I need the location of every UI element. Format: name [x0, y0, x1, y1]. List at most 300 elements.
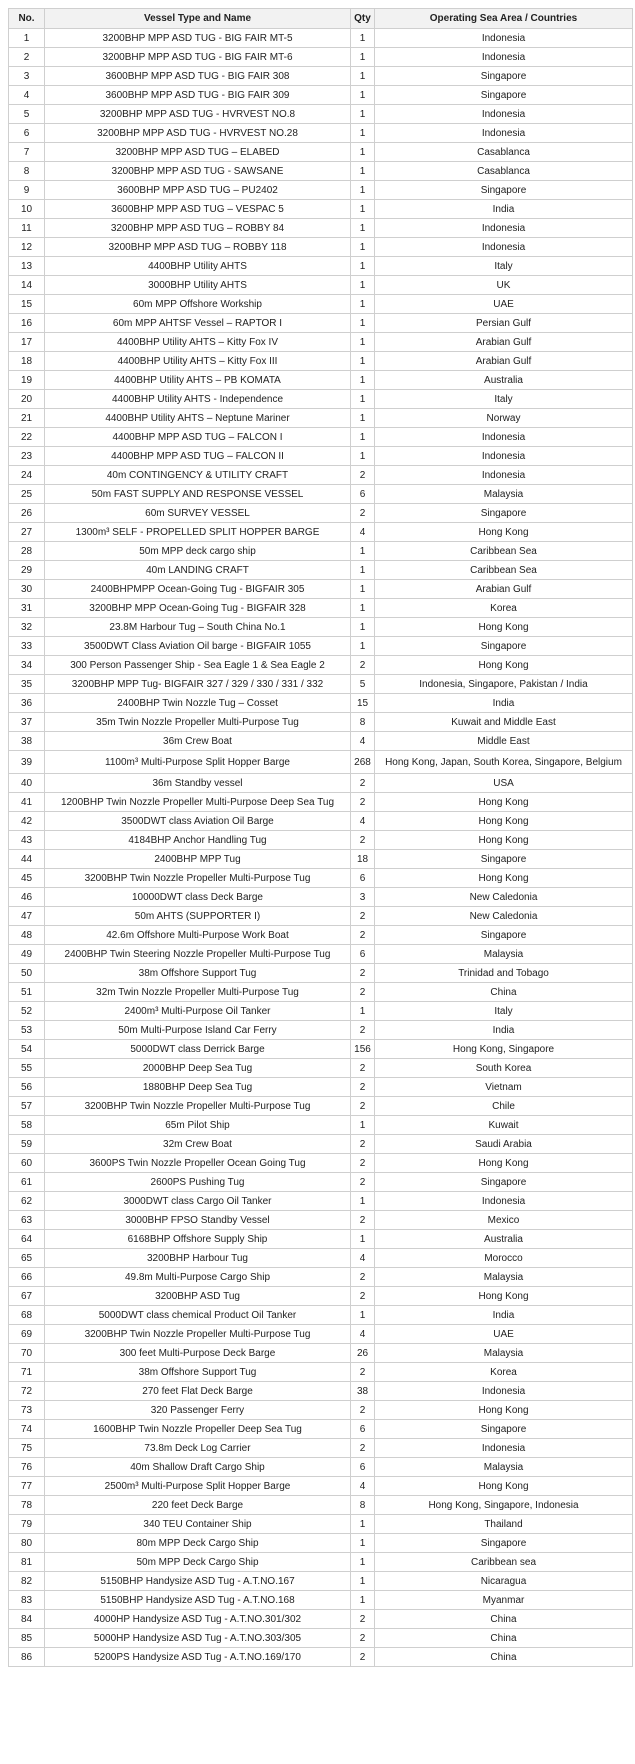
cell-vessel: 2500m³ Multi-Purpose Split Hopper Barge	[45, 1477, 351, 1496]
cell-qty: 1	[351, 1534, 375, 1553]
cell-area: Indonesia	[375, 1192, 633, 1211]
cell-vessel: 3000BHP Utility AHTS	[45, 276, 351, 295]
cell-vessel: 36m Crew Boat	[45, 732, 351, 751]
table-row	[9, 1572, 633, 1591]
cell-qty: 1	[351, 1116, 375, 1135]
cell-no: 21	[9, 409, 45, 428]
cell-area: Singapore	[375, 637, 633, 656]
cell-area: Hong Kong	[375, 1154, 633, 1173]
cell-qty: 1	[351, 1515, 375, 1534]
header-no: No.	[9, 9, 45, 29]
cell-vessel: 3200BHP Twin Nozzle Propeller Multi-Purpose Tug	[45, 1097, 351, 1116]
cell-qty: 2	[351, 656, 375, 675]
cell-qty: 6	[351, 945, 375, 964]
table-row	[9, 428, 633, 447]
cell-no: 14	[9, 276, 45, 295]
cell-area: China	[375, 1629, 633, 1648]
cell-area: Hong Kong	[375, 793, 633, 812]
header-row	[9, 9, 633, 29]
cell-area: Arabian Gulf	[375, 580, 633, 599]
table-row	[9, 1553, 633, 1572]
cell-no: 20	[9, 390, 45, 409]
cell-no: 67	[9, 1287, 45, 1306]
cell-area: Caribbean Sea	[375, 542, 633, 561]
table-row	[9, 257, 633, 276]
cell-area: Hong Kong	[375, 656, 633, 675]
cell-area: Hong Kong	[375, 1287, 633, 1306]
cell-qty: 1	[351, 428, 375, 447]
cell-no: 24	[9, 466, 45, 485]
cell-area: Hong Kong	[375, 1401, 633, 1420]
table-row	[9, 1268, 633, 1287]
cell-area: Malaysia	[375, 1268, 633, 1287]
table-row	[9, 751, 633, 774]
table-row	[9, 276, 633, 295]
cell-area: Caribbean Sea	[375, 561, 633, 580]
cell-vessel: 50m MPP deck cargo ship	[45, 542, 351, 561]
cell-vessel: 65m Pilot Ship	[45, 1116, 351, 1135]
cell-vessel: 80m MPP Deck Cargo Ship	[45, 1534, 351, 1553]
cell-area: Norway	[375, 409, 633, 428]
cell-area: New Caledonia	[375, 907, 633, 926]
cell-vessel: 3200BHP MPP ASD TUG - HVRVEST NO.28	[45, 124, 351, 143]
cell-area: India	[375, 200, 633, 219]
cell-vessel: 3500DWT Class Aviation Oil barge - BIGFAIR 1055	[45, 637, 351, 656]
cell-qty: 2	[351, 774, 375, 793]
cell-no: 32	[9, 618, 45, 637]
table-row	[9, 793, 633, 812]
cell-vessel: 3200BHP Harbour Tug	[45, 1249, 351, 1268]
table-row	[9, 1534, 633, 1553]
cell-vessel: 2400BHP Twin Steering Nozzle Propeller Multi-Purpose Tug	[45, 945, 351, 964]
cell-qty: 1	[351, 181, 375, 200]
table-row	[9, 1591, 633, 1610]
cell-no: 68	[9, 1306, 45, 1325]
cell-vessel: 35m Twin Nozzle Propeller Multi-Purpose Tug	[45, 713, 351, 732]
cell-vessel: 220 feet Deck Barge	[45, 1496, 351, 1515]
cell-no: 30	[9, 580, 45, 599]
cell-qty: 1	[351, 618, 375, 637]
cell-no: 52	[9, 1002, 45, 1021]
cell-area: Myanmar	[375, 1591, 633, 1610]
table-row	[9, 1173, 633, 1192]
cell-no: 7	[9, 143, 45, 162]
cell-no: 71	[9, 1363, 45, 1382]
cell-area: Malaysia	[375, 1458, 633, 1477]
cell-vessel: 4400BHP Utility AHTS – PB KOMATA	[45, 371, 351, 390]
cell-no: 17	[9, 333, 45, 352]
cell-vessel: 5200PS Handysize ASD Tug - A.T.NO.169/170	[45, 1648, 351, 1667]
cell-area: Persian Gulf	[375, 314, 633, 333]
cell-vessel: 3200BHP MPP ASD TUG – ELABED	[45, 143, 351, 162]
table-row	[9, 983, 633, 1002]
cell-vessel: 5150BHP Handysize ASD Tug - A.T.NO.168	[45, 1591, 351, 1610]
cell-no: 84	[9, 1610, 45, 1629]
table-row	[9, 732, 633, 751]
cell-qty: 2	[351, 466, 375, 485]
table-row	[9, 48, 633, 67]
table-row	[9, 888, 633, 907]
cell-area: Indonesia	[375, 466, 633, 485]
table-row	[9, 86, 633, 105]
cell-qty: 2	[351, 1401, 375, 1420]
cell-area: Indonesia	[375, 124, 633, 143]
cell-vessel: 2000BHP Deep Sea Tug	[45, 1059, 351, 1078]
table-row	[9, 295, 633, 314]
cell-vessel: 300 Person Passenger Ship - Sea Eagle 1 & Sea Eagle 2	[45, 656, 351, 675]
cell-no: 37	[9, 713, 45, 732]
table-row	[9, 1230, 633, 1249]
cell-vessel: 3500DWT class Aviation Oil Barge	[45, 812, 351, 831]
cell-area: Indonesia	[375, 219, 633, 238]
cell-vessel: 4400BHP Utility AHTS	[45, 257, 351, 276]
cell-area: Mexico	[375, 1211, 633, 1230]
cell-no: 64	[9, 1230, 45, 1249]
cell-vessel: 5150BHP Handysize ASD Tug - A.T.NO.167	[45, 1572, 351, 1591]
cell-area: Hong Kong	[375, 523, 633, 542]
cell-no: 54	[9, 1040, 45, 1059]
cell-vessel: 1300m³ SELF - PROPELLED SPLIT HOPPER BARGE	[45, 523, 351, 542]
cell-no: 61	[9, 1173, 45, 1192]
cell-vessel: 40m CONTINGENCY & UTILITY CRAFT	[45, 466, 351, 485]
cell-area: Hong Kong	[375, 618, 633, 637]
cell-area: Malaysia	[375, 485, 633, 504]
cell-no: 34	[9, 656, 45, 675]
table-row	[9, 1325, 633, 1344]
cell-vessel: 2600PS Pushing Tug	[45, 1173, 351, 1192]
cell-qty: 2	[351, 1097, 375, 1116]
cell-qty: 2	[351, 793, 375, 812]
table-row	[9, 907, 633, 926]
cell-no: 40	[9, 774, 45, 793]
cell-qty: 15	[351, 694, 375, 713]
cell-vessel: 3000BHP FPSO Standby Vessel	[45, 1211, 351, 1230]
cell-no: 43	[9, 831, 45, 850]
cell-area: Korea	[375, 1363, 633, 1382]
cell-area: Indonesia	[375, 1439, 633, 1458]
cell-qty: 1	[351, 1591, 375, 1610]
table-row	[9, 713, 633, 732]
cell-area: Singapore	[375, 504, 633, 523]
table-row	[9, 675, 633, 694]
cell-vessel: 3200BHP MPP ASD TUG - BIG FAIR MT-6	[45, 48, 351, 67]
cell-vessel: 3200BHP MPP Tug- BIGFAIR 327 / 329 / 330 / 331 / 332	[45, 675, 351, 694]
table-row	[9, 1211, 633, 1230]
cell-no: 39	[9, 751, 45, 774]
cell-vessel: 4400BHP Utility AHTS - Independence	[45, 390, 351, 409]
cell-area: Singapore	[375, 850, 633, 869]
table-row	[9, 105, 633, 124]
cell-vessel: 300 feet Multi-Purpose Deck Barge	[45, 1344, 351, 1363]
table-row	[9, 1439, 633, 1458]
table-row	[9, 447, 633, 466]
cell-area: Indonesia	[375, 238, 633, 257]
cell-qty: 8	[351, 713, 375, 732]
table-row	[9, 599, 633, 618]
cell-qty: 4	[351, 732, 375, 751]
cell-no: 35	[9, 675, 45, 694]
cell-no: 8	[9, 162, 45, 181]
cell-vessel: 60m SURVEY VESSEL	[45, 504, 351, 523]
cell-no: 15	[9, 295, 45, 314]
cell-area: India	[375, 1306, 633, 1325]
table-row	[9, 694, 633, 713]
table-row	[9, 637, 633, 656]
cell-area: Malaysia	[375, 1344, 633, 1363]
cell-no: 85	[9, 1629, 45, 1648]
cell-vessel: 2400BHP MPP Tug	[45, 850, 351, 869]
cell-vessel: 3600BHP MPP ASD TUG – PU2402	[45, 181, 351, 200]
cell-area: Kuwait and Middle East	[375, 713, 633, 732]
cell-area: Arabian Gulf	[375, 333, 633, 352]
table-row	[9, 1648, 633, 1667]
table-row	[9, 812, 633, 831]
cell-area: China	[375, 983, 633, 1002]
cell-area: Indonesia	[375, 105, 633, 124]
cell-no: 26	[9, 504, 45, 523]
cell-vessel: 3600BHP MPP ASD TUG - BIG FAIR 309	[45, 86, 351, 105]
cell-no: 47	[9, 907, 45, 926]
cell-qty: 1	[351, 295, 375, 314]
cell-no: 44	[9, 850, 45, 869]
cell-vessel: 40m Shallow Draft Cargo Ship	[45, 1458, 351, 1477]
cell-area: Indonesia	[375, 1382, 633, 1401]
cell-no: 56	[9, 1078, 45, 1097]
cell-vessel: 50m AHTS (SUPPORTER I)	[45, 907, 351, 926]
cell-area: Indonesia	[375, 48, 633, 67]
cell-qty: 1	[351, 162, 375, 181]
cell-qty: 1	[351, 238, 375, 257]
cell-no: 50	[9, 964, 45, 983]
cell-vessel: 3200BHP MPP Ocean-Going Tug - BIGFAIR 328	[45, 599, 351, 618]
table-row	[9, 162, 633, 181]
table-row	[9, 238, 633, 257]
cell-area: UAE	[375, 295, 633, 314]
cell-area: Trinidad and Tobago	[375, 964, 633, 983]
cell-area: Singapore	[375, 67, 633, 86]
cell-vessel: 60m MPP AHTSF Vessel – RAPTOR I	[45, 314, 351, 333]
cell-no: 33	[9, 637, 45, 656]
cell-qty: 2	[351, 964, 375, 983]
table-row	[9, 466, 633, 485]
cell-area: Thailand	[375, 1515, 633, 1534]
cell-area: China	[375, 1648, 633, 1667]
cell-no: 51	[9, 983, 45, 1002]
table-row	[9, 831, 633, 850]
table-row	[9, 1287, 633, 1306]
cell-qty: 1	[351, 580, 375, 599]
table-row	[9, 1477, 633, 1496]
cell-qty: 1	[351, 561, 375, 580]
cell-vessel: 4400BHP Utility AHTS – Kitty Fox III	[45, 352, 351, 371]
cell-vessel: 3200BHP Twin Nozzle Propeller Multi-Purpose Tug	[45, 869, 351, 888]
table-row	[9, 1382, 633, 1401]
cell-no: 53	[9, 1021, 45, 1040]
cell-vessel: 340 TEU Container Ship	[45, 1515, 351, 1534]
cell-qty: 1	[351, 105, 375, 124]
table-row	[9, 580, 633, 599]
table-row	[9, 390, 633, 409]
cell-qty: 1	[351, 1230, 375, 1249]
cell-qty: 1	[351, 48, 375, 67]
cell-vessel: 23.8M Harbour Tug – South China No.1	[45, 618, 351, 637]
table-row	[9, 1059, 633, 1078]
cell-vessel: 5000DWT class Derrick Barge	[45, 1040, 351, 1059]
cell-area: Australia	[375, 371, 633, 390]
table-row	[9, 333, 633, 352]
cell-qty: 1	[351, 67, 375, 86]
cell-qty: 1	[351, 314, 375, 333]
cell-vessel: 40m LANDING CRAFT	[45, 561, 351, 580]
cell-vessel: 3200BHP MPP ASD TUG - SAWSANE	[45, 162, 351, 181]
cell-qty: 1	[351, 447, 375, 466]
cell-vessel: 32m Crew Boat	[45, 1135, 351, 1154]
cell-area: Korea	[375, 599, 633, 618]
cell-area: Italy	[375, 257, 633, 276]
cell-no: 38	[9, 732, 45, 751]
cell-qty: 1	[351, 1192, 375, 1211]
cell-qty: 2	[351, 1363, 375, 1382]
table-row	[9, 219, 633, 238]
cell-area: Hong Kong	[375, 812, 633, 831]
cell-no: 81	[9, 1553, 45, 1572]
table-row	[9, 1040, 633, 1059]
table-row	[9, 371, 633, 390]
table-row	[9, 774, 633, 793]
cell-no: 45	[9, 869, 45, 888]
cell-qty: 1	[351, 371, 375, 390]
cell-qty: 2	[351, 1078, 375, 1097]
cell-no: 42	[9, 812, 45, 831]
cell-no: 31	[9, 599, 45, 618]
cell-no: 75	[9, 1439, 45, 1458]
cell-vessel: 6168BHP Offshore Supply Ship	[45, 1230, 351, 1249]
cell-qty: 2	[351, 1268, 375, 1287]
cell-area: Hong Kong	[375, 869, 633, 888]
header-area: Operating Sea Area / Countries	[375, 9, 633, 29]
cell-vessel: 3200BHP ASD Tug	[45, 1287, 351, 1306]
cell-no: 74	[9, 1420, 45, 1439]
cell-vessel: 3200BHP MPP ASD TUG - HVRVEST NO.8	[45, 105, 351, 124]
header-qty: Qty	[351, 9, 375, 29]
cell-qty: 38	[351, 1382, 375, 1401]
cell-area: UK	[375, 276, 633, 295]
cell-qty: 6	[351, 1420, 375, 1439]
cell-vessel: 270 feet Flat Deck Barge	[45, 1382, 351, 1401]
cell-qty: 2	[351, 1610, 375, 1629]
cell-no: 28	[9, 542, 45, 561]
cell-area: Casablanca	[375, 143, 633, 162]
cell-qty: 2	[351, 1173, 375, 1192]
table-row	[9, 200, 633, 219]
table-row	[9, 964, 633, 983]
cell-no: 63	[9, 1211, 45, 1230]
cell-no: 9	[9, 181, 45, 200]
cell-qty: 1	[351, 143, 375, 162]
table-row	[9, 181, 633, 200]
cell-vessel: 3200BHP MPP ASD TUG - BIG FAIR MT-5	[45, 29, 351, 48]
cell-qty: 1	[351, 599, 375, 618]
table-row	[9, 504, 633, 523]
cell-area: Hong Kong	[375, 1477, 633, 1496]
cell-no: 77	[9, 1477, 45, 1496]
cell-vessel: 50m FAST SUPPLY AND RESPONSE VESSEL	[45, 485, 351, 504]
cell-vessel: 5000DWT class chemical Product Oil Tanker	[45, 1306, 351, 1325]
cell-vessel: 1880BHP Deep Sea Tug	[45, 1078, 351, 1097]
cell-area: Kuwait	[375, 1116, 633, 1135]
cell-area: Singapore	[375, 86, 633, 105]
cell-vessel: 4400BHP MPP ASD TUG – FALCON I	[45, 428, 351, 447]
cell-qty: 2	[351, 1648, 375, 1667]
cell-no: 25	[9, 485, 45, 504]
cell-no: 46	[9, 888, 45, 907]
cell-area: USA	[375, 774, 633, 793]
cell-qty: 18	[351, 850, 375, 869]
cell-vessel: 4184BHP Anchor Handling Tug	[45, 831, 351, 850]
cell-no: 62	[9, 1192, 45, 1211]
cell-area: Malaysia	[375, 945, 633, 964]
cell-no: 48	[9, 926, 45, 945]
cell-qty: 156	[351, 1040, 375, 1059]
cell-area: Italy	[375, 390, 633, 409]
cell-no: 78	[9, 1496, 45, 1515]
cell-qty: 1	[351, 637, 375, 656]
table-row	[9, 1002, 633, 1021]
table-row	[9, 945, 633, 964]
cell-qty: 4	[351, 812, 375, 831]
cell-qty: 1	[351, 1002, 375, 1021]
cell-qty: 1	[351, 276, 375, 295]
cell-qty: 1	[351, 542, 375, 561]
cell-qty: 5	[351, 675, 375, 694]
cell-area: Casablanca	[375, 162, 633, 181]
cell-area: Indonesia	[375, 428, 633, 447]
cell-no: 27	[9, 523, 45, 542]
cell-vessel: 32m Twin Nozzle Propeller Multi-Purpose Tug	[45, 983, 351, 1002]
cell-qty: 2	[351, 1135, 375, 1154]
cell-vessel: 3200BHP MPP ASD TUG – ROBBY 118	[45, 238, 351, 257]
cell-area: Indonesia	[375, 29, 633, 48]
cell-area: New Caledonia	[375, 888, 633, 907]
cell-no: 3	[9, 67, 45, 86]
cell-no: 65	[9, 1249, 45, 1268]
cell-no: 83	[9, 1591, 45, 1610]
cell-qty: 4	[351, 523, 375, 542]
table-row	[9, 29, 633, 48]
cell-vessel: 10000DWT class Deck Barge	[45, 888, 351, 907]
cell-area: Singapore	[375, 1173, 633, 1192]
cell-qty: 1	[351, 219, 375, 238]
cell-vessel: 60m MPP Offshore Workship	[45, 295, 351, 314]
cell-qty: 1	[351, 200, 375, 219]
table-body	[9, 29, 633, 1667]
table-row	[9, 1249, 633, 1268]
cell-qty: 1	[351, 333, 375, 352]
cell-no: 4	[9, 86, 45, 105]
cell-vessel: 1100m³ Multi-Purpose Split Hopper Barge	[45, 751, 351, 774]
cell-qty: 2	[351, 1439, 375, 1458]
table-row	[9, 869, 633, 888]
cell-qty: 4	[351, 1249, 375, 1268]
table-header	[9, 9, 633, 29]
cell-no: 66	[9, 1268, 45, 1287]
cell-no: 79	[9, 1515, 45, 1534]
cell-area: Middle East	[375, 732, 633, 751]
cell-qty: 3	[351, 888, 375, 907]
cell-no: 57	[9, 1097, 45, 1116]
cell-area: Australia	[375, 1230, 633, 1249]
cell-qty: 1	[351, 1572, 375, 1591]
